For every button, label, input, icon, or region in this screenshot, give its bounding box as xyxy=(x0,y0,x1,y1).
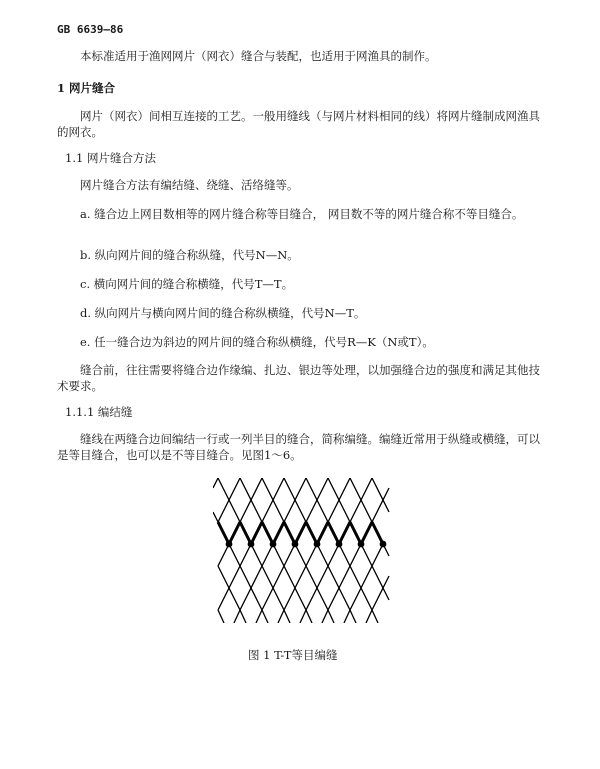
list-item-b: b. 纵向网片间的缝合称纵缝，代号N—N。 xyxy=(80,248,299,262)
netting-seam-figure xyxy=(213,478,391,623)
list-item-d: d. 纵向网片与横向网片间的缝合称纵横缝，代号N—T。 xyxy=(80,306,366,320)
section-1-text: 网片（网衣）间相互连接的工艺。一般用缝线（与网片材料相同的线）将网片缝制成网渔具的网衣。 xyxy=(57,109,540,139)
lower-net-panel xyxy=(218,544,389,623)
section-1-1-1-title: 1.1.1 编结缝 xyxy=(65,405,133,419)
section-1-1-intro: 网片缝合方法有编结缝、绕缝、活络缝等。 xyxy=(80,178,299,192)
standard-id: GB 6639—86 xyxy=(57,23,124,36)
figure-caption: 图 1 T-T等目编缝 xyxy=(248,648,338,662)
section-1-1-title: 1.1 网片缝合方法 xyxy=(65,151,156,165)
section-1-1-1-text: 缝线在两缝合边间编结一行或一列半目的缝合，简称编缝。编缝近常用于纵缝或横缝，可以是等目缝合，也可以是不等目缝合。见图1～6。 xyxy=(57,432,540,462)
intro-paragraph: 本标准适用于渔网网片（网衣）缝合与装配，也适用于网渔具的制作。 xyxy=(80,49,437,63)
seam-row xyxy=(218,522,383,544)
upper-net-panel xyxy=(213,478,389,522)
list-item-a: a. 缝合边上网目数相等的网片缝合称等目缝合， 网目数不等的网片缝合称不等目缝合。 xyxy=(80,207,524,221)
section-1-title: 1 网片缝合 xyxy=(57,81,116,95)
list-item-c: c. 横向网片间的缝合称横缝，代号T—T。 xyxy=(80,277,294,291)
section-1-1-note: 缝合前，往往需要将缝合边作缘编、扎边、银边等处理，以加强缝合边的强度和满足其他技术要求。 xyxy=(57,363,540,393)
list-item-e: e. 任一缝合边为斜边的网片间的缝合称纵横缝，代号R—K（N或T）。 xyxy=(80,335,434,349)
